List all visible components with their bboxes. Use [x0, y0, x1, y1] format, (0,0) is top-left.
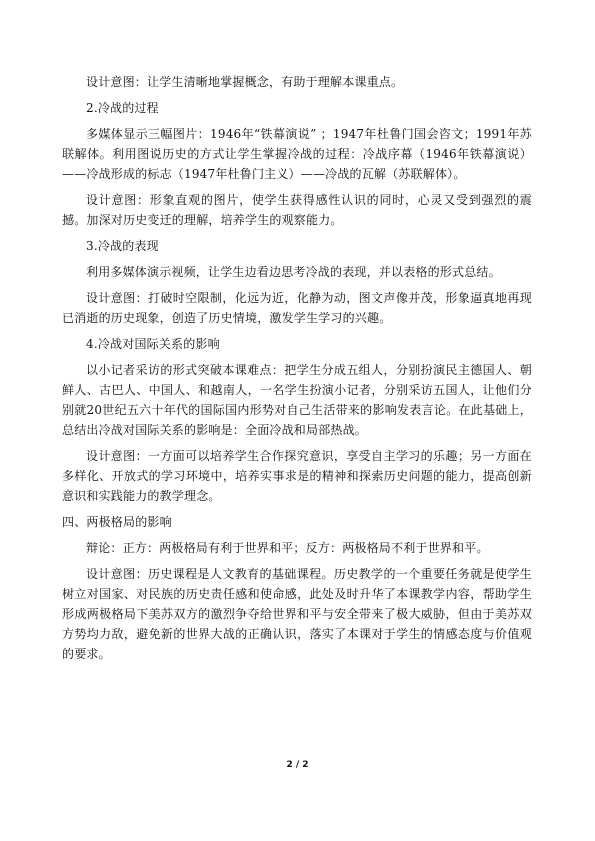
section-heading-bipolar: 四、两极格局的影响 [62, 515, 172, 529]
design-intent-4: 设计意图：一方面可以培养学生合作探究意识，享受自主学习的乐趣；另一方面在多样化、开放式的学习环境中，培养实事求是的精神和探索历史问题的能力，提高创新意识和实践能力的教学理念。 [62, 449, 532, 503]
paragraph-manifestation: 利用多媒体演示视频，让学生边看边思考冷战的表现，并以表格的形式总结。 [86, 265, 501, 279]
paragraph-interview: 以小记者采访的形式突破本课难点：把学生分成五组人，分别扮演民主德国人、朝鲜人、古巴人、中国人、和越南人，一名学生扮演小记者，分别采访五国人，让他们分别就20世纪五六十年代的国际国内形势对自己生活带来的影响发表言论。在此基础上，总结出冷战对国际关系的影响是：全面冷战和局部热战。 [62, 363, 532, 437]
design-intent-3: 设计意图：打破时空限制，化远为近，化静为动，图文声像并茂，形象逼真地再现已消逝的历史现象，创造了历史情境，激发学生学习的兴趣。 [62, 291, 532, 325]
body-text [62, 72, 532, 670]
design-intent-1: 设计意图：让学生清晰地掌握概念，有助于理解本课重点。 [86, 75, 404, 89]
paragraph-debate: 辩论：正方：两极格局有利于世界和平；反方：两极格局不利于世界和平。 [86, 541, 489, 555]
design-intent-2: 设计意图：形象直观的图片，使学生获得感性认识的同时，心灵又受到强烈的震撼。加深对历史变迁的理解，培养学生的观察能力。 [62, 193, 532, 227]
heading-international-impact: 4.冷战对国际关系的影响 [86, 337, 220, 351]
paragraph-process: 多媒体显示三幅图片：1946年“铁幕演说” ；1947年杜鲁门国会咨文；1991年苏联解体。利用图说历史的方式让学生掌握冷战的过程：冷战序幕（1946年铁幕演说）——冷战形成的标志（1947年杜鲁门主义）——冷战的瓦解（苏联解体）。 [62, 127, 532, 181]
design-intent-5: 设计意图：历史课程是人文教育的基础课程。历史教学的一个重要任务就是使学生树立对国家、对民族的历史责任感和使命感，此处及时升华了本课教学内容，帮助学生形成两极格局下美苏双方的激烈争夺给世界和平与安全带来了极大威胁，但由于美苏双方势均力敌，避免新的世界大战的正确认识，落实了本课对于学生的情感态度与价值观的要求。 [62, 567, 532, 661]
heading-cold-war-process: 2.冷战的过程 [86, 101, 159, 115]
page-number: 2 / 2 [286, 760, 309, 770]
heading-cold-war-manifestation: 3.冷战的表现 [86, 239, 159, 253]
